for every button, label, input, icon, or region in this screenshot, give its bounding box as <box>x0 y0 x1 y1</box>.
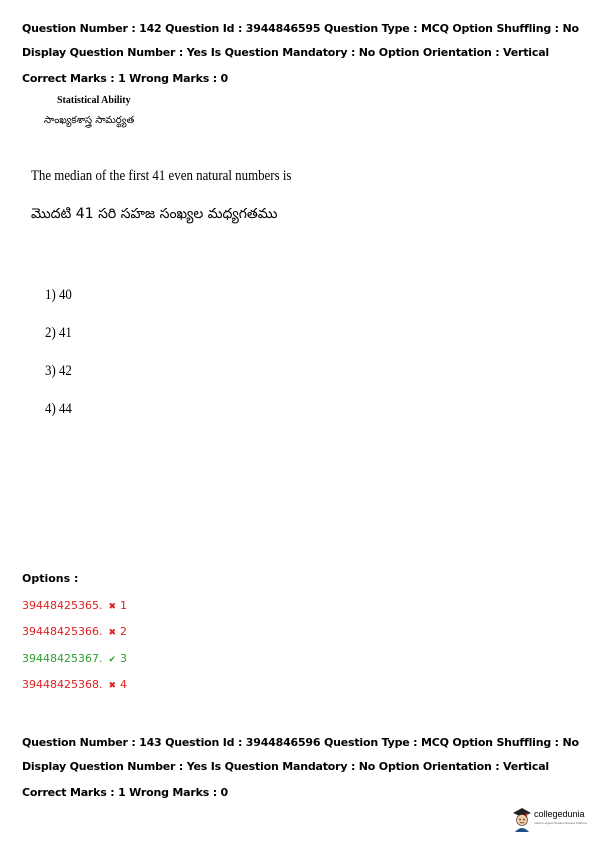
choice-2: 2) 41 <box>45 325 72 341</box>
subject-english: Statistical Ability <box>57 95 131 106</box>
question-text-english: The median of the first 41 even natural numbers is <box>31 168 292 184</box>
question-text-telugu: మొదటి 41 సరి సహజ సంఖ్యల మధ్యగతము <box>31 206 278 222</box>
check-icon: ✔ <box>108 655 117 665</box>
option-row-1 <box>22 599 127 612</box>
q142-header-line2: Display Question Number : Yes Is Question Mandatory : No Option Orientation : Vertical <box>22 46 549 59</box>
cross-icon: ✖ <box>108 681 117 691</box>
choice-1: 1) 40 <box>45 287 72 303</box>
q143-header-line1: Question Number : 143 Question Id : 3944846596 Question Type : MCQ Option Shuffling : No <box>22 736 579 749</box>
options-heading: Options : <box>22 572 79 585</box>
q143-header-line3: Correct Marks : 1 Wrong Marks : 0 <box>22 786 228 799</box>
option-id: 39448425365. <box>22 599 103 612</box>
option-id: 39448425366. <box>22 625 103 638</box>
cross-icon: ✖ <box>108 628 117 638</box>
option-row-4 <box>22 678 127 691</box>
option-row-2 <box>22 625 127 638</box>
q143-header-line2: Display Question Number : Yes Is Question Mandatory : No Option Orientation : Vertical <box>22 760 549 773</box>
choice-4: 4) 44 <box>45 401 72 417</box>
option-row-3 <box>22 652 127 665</box>
option-id: 39448425368. <box>22 678 103 691</box>
option-number: 2 <box>120 625 128 638</box>
collegedunia-logo <box>511 806 591 832</box>
option-number: 3 <box>120 652 128 665</box>
logo-tagline: India's Largest Student Review Platform <box>534 821 588 825</box>
choice-3: 3) 42 <box>45 363 72 379</box>
q142-header-line1: Question Number : 142 Question Id : 3944846595 Question Type : MCQ Option Shuffling : No <box>22 22 579 35</box>
logo-wordmark: collegedunia <box>534 809 585 819</box>
graduate-mascot-icon <box>511 806 533 832</box>
option-number: 1 <box>120 599 128 612</box>
option-id: 39448425367. <box>22 652 103 665</box>
q142-header-line3: Correct Marks : 1 Wrong Marks : 0 <box>22 72 228 85</box>
cross-icon: ✖ <box>108 602 117 612</box>
subject-telugu: సాంఖ్యకశాస్త్ర సామర్థ్యత <box>44 115 135 126</box>
option-number: 4 <box>120 678 128 691</box>
